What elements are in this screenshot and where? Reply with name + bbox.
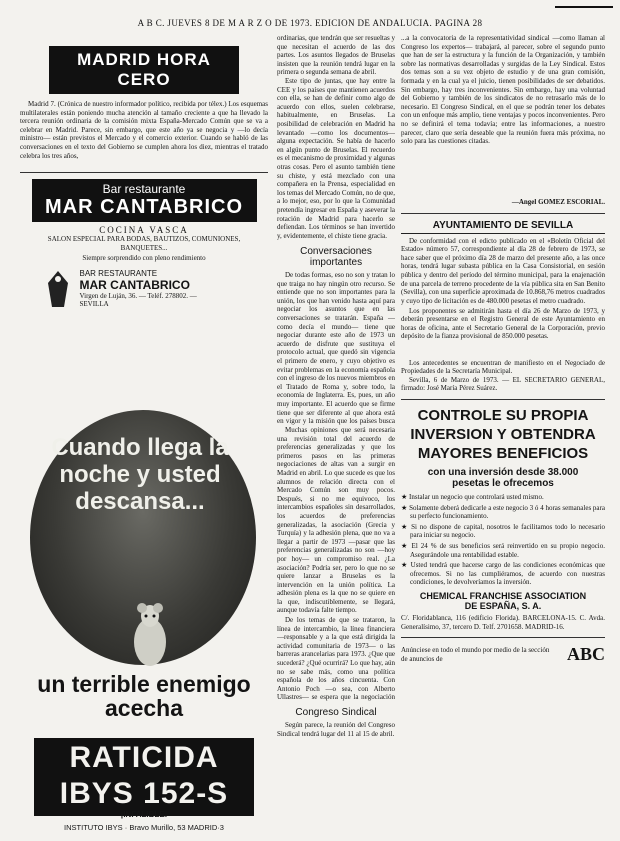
star-icon: ★ bbox=[401, 541, 412, 550]
restaurant-ad-footer bbox=[32, 269, 257, 309]
star-icon: ★ bbox=[401, 522, 412, 531]
chem-item-1 bbox=[401, 493, 605, 502]
mid-paragraph-5: De los temas de que se trataron, la línea de intercambio, la línea financiera —responsable y a la que está dirigida la actividad comunitaria de 1973— o las barreras arancelarias para 1973. ¿Que que sucederá? ¿Qué ocurrirá? Lo que hay, aún no se sabe más, como una política española de los años cincuenta. Con Antonio Poch —o sea, con Alberto Ullastres— se espera que la negociación bbox=[277, 616, 395, 702]
article-signature: —Angel GOMEZ ESCORIAL. bbox=[511, 198, 605, 206]
star-icon: ★ bbox=[401, 561, 411, 570]
banner-title: MADRID HORA CERO bbox=[77, 50, 211, 89]
chem-assoc-2: DE ESPAÑA, S. A. bbox=[464, 600, 542, 611]
page-header: A B C. JUEVES 8 DE M A R Z O DE 1973. EDICION DE ANDALUCIA. PAGINA 28 bbox=[137, 18, 483, 28]
restaurant-ad bbox=[32, 179, 257, 309]
heading-conversaciones: Conversaciones importantes bbox=[300, 246, 372, 268]
top-rule bbox=[555, 6, 613, 8]
mid-paragraph-4: Muchas opiniones que será necesaria una revisión total del acuerdo de preferencias generalizadas y que los primeros pasos en las primeras negociaciones de altas van a surgir en Madrid en abril. Lo que sucede es que los alumnos de relación directa con el Mercado Común son muy pocos. Después, si no me equivoco, los intercambios españoles sin desarrollados, los acuerdos de preferencias generalizadas, la asociación (Grecia y Turquía) y la adhesión plena, que no va a llegar a partir de 1973 —pasar que las preferencias generalizadas no son —hoy por hoy— un compromiso real. ¿La asociación? Podría ser, pero lo que no se quiere lanzar a Bruselas es la intervención en la unión política. La adhesión plena es la que no se quiere en la que, indiscutiblemente, se llegará, aunque todavía falte tiempo. bbox=[277, 426, 395, 615]
mid-paragraph-6: Según parece, la reunión del Congreso Sindical tendrá lugar del 11 al 15 de abril. bbox=[277, 721, 395, 738]
divider bbox=[401, 399, 605, 400]
mid-paragraph-1: ordinarias, que tendrán que ser resueltas y que necesitan el acuerdo de las dos partes. Los asuntos llegados de Bruselas insisten que la reunión tendrá lugar en la primera o segunda semana de abril. bbox=[277, 34, 395, 77]
chem-item-4 bbox=[401, 542, 605, 559]
abc-logo: ABC bbox=[566, 644, 605, 665]
chem-address: C/. Floridablanca, 116 (edificio Florida). BARCELONA-15. C. Avda. Generalísimo, 37, tercero D. Telf. 2701658. MADRID-16. bbox=[401, 613, 605, 631]
restaurant-ad-brand: MAR CANTABRICO bbox=[44, 196, 244, 218]
ibys-product-box bbox=[34, 738, 254, 816]
restaurant-address: Virgen de Luján, 36. — Teléf. 278802. — SEVILLA bbox=[79, 291, 197, 308]
column-right bbox=[401, 34, 605, 665]
ibys-tag: ¡INFALIBLE! bbox=[120, 810, 168, 819]
abc-footer-ad bbox=[401, 644, 605, 665]
star-icon: ★ bbox=[401, 492, 410, 501]
ibys-slogan: un terrible enemigo acecha bbox=[37, 671, 251, 721]
mid-paragraph-2: Este tipo de juntas, que hay entre la CEE y los países que mantienen acuerdos con ella, se han de definir como algo de acuerdo con ellos, suelen celebrarse, habitualmente, en Bruselas. La posibilidad de celebración en Madrid ha levantado —como los documentos— alguna expectación. Se había de hacerlo en algún punto de Bruselas. El recuerdo es el mecanismo de proximidad y algunas otras cosas. Pero el asunto también tiene su chiste, y está mezclado con una compañera en la Prensa, especialidad en los temas del Mercado Común, no de que, a lo mejor, eso, por lo que la Comunidad pretendía ingresar en España y aseverar la rotación de Madrid para hacerlo se defiendan. Los términos se han invertido y, evidentemente, el chiste tiene gracia. bbox=[277, 77, 395, 240]
chem-assoc: CHEMICAL FRANCHISE ASSOCIATION bbox=[419, 590, 587, 601]
ayuntamiento-notice bbox=[401, 220, 605, 393]
abc-note: Anúnciese en todo el mundo por medio de la sección de anuncios de bbox=[401, 646, 550, 663]
restaurant-foot-brand: MAR CANTABRICO bbox=[79, 277, 190, 292]
restaurant-foot-title: BAR RESTAURANTE bbox=[79, 268, 158, 278]
chem-item-3 bbox=[401, 523, 605, 540]
chem-item-text: Si no dispone de capital, nosotros le facilitamos todo lo necesario para iniciar su negocio. bbox=[410, 522, 605, 540]
restaurant-logo-icon bbox=[44, 269, 72, 309]
ayuntamiento-sign: Sevilla, 6 de Marzo de 1973. — EL SECRETARIO GENERAL, firmado: José María Pérez Suárez. bbox=[401, 375, 605, 393]
ayuntamiento-title: AYUNTAMIENTO DE SEVILLA bbox=[401, 220, 605, 234]
ibys-footer: INSTITUTO IBYS · Bravo Murillo, 53 MADRID·3 bbox=[64, 823, 224, 832]
restaurant-ad-note: Siempre sorprendido con pleno rendimiento bbox=[82, 254, 206, 262]
column-middle bbox=[277, 34, 395, 738]
divider bbox=[20, 172, 268, 173]
chem-item-text: El 24 % de sus beneficios será reinvertido en su propio negocio. Asegurándole una rentabilidad estable. bbox=[410, 541, 605, 559]
chemical-franchise-ad bbox=[401, 406, 605, 631]
chem-item-text: Solamente deberá dedicarle a este negocio 3 ó 4 horas semanales para su perfecto funcionamiento. bbox=[409, 503, 605, 521]
column-left bbox=[20, 34, 268, 309]
chem-item-text: Usted tendrá que hacerse cargo de las condiciones económicas que ofrecemos. Si no las cumpliéramos, de acuerdo con nuestras condiciones, le devolveríamos la inversión. bbox=[410, 561, 606, 587]
raticida-ibys-ad bbox=[20, 410, 268, 840]
chem-item-5 bbox=[401, 561, 605, 587]
divider bbox=[401, 213, 605, 214]
chem-item-text: Instalar un negocio que controlará usted mismo. bbox=[409, 492, 544, 501]
ayuntamiento-p1: De conformidad con el edicto publicado en el «Boletín Oficial del Estado» número 57, correspondiente al día 28 de febrero de 1973, se hace saber que el próximo día 28 de marzo del presente año, a las once horas, tendrá lugar subasta pública en la Casa Consistorial, en sesión pública y dentro del período del término municipal, para la enajenación de una parcela de terreno procedente de la vía pública sita en San Benito (Sevilla), con una superficie aproximada de 10.868,76 metros cuadrados y cuyo tipo de licitación es de 480.000 pesetas el metro cuadrado. bbox=[401, 236, 605, 305]
chem-item-2 bbox=[401, 504, 605, 521]
restaurant-ad-banner bbox=[32, 179, 257, 222]
ibys-headline: Cuando llega la noche y usted descansa... bbox=[51, 434, 229, 515]
star-icon: ★ bbox=[401, 503, 410, 512]
restaurant-ad-lines: SALON ESPECIAL PARA BODAS, BAUTIZOS, COMUNIONES, BANQUETES... bbox=[47, 235, 241, 252]
ayuntamiento-p2: Los proponentes se admitirán hasta el día 26 de Marzo de 1973, y deberán presentarse en el Registro General de este Ayuntamiento en horas de oficina, ante el Secretario General de la Corporación, previo depósito de la fianza provisional de 850.000 pesetas. bbox=[401, 306, 605, 341]
madrid-news-text: Madrid 7. (Crónica de nuestro informador político, recibida por télex.) Los esquemas multilaterales están poniendo mucha atención al tamaño creciente a que ha llevado la tercera reunión ordinaria de la comisión mixta España-Mercado Común que se va a celebrar en Madrid. Parece, sin embargo, que este año ya se negocia y —lo decía ministro— están previstos el Mercado y el comercio exterior. Cuando se habló de las conversaciones en el texto del Gobierno se cumplen ahora los diez, mientras el tratado celebra los tres años, bbox=[20, 100, 268, 160]
heading-congreso-sindical: Congreso Sindical bbox=[295, 707, 377, 718]
madrid-hora-cero-banner bbox=[49, 46, 239, 94]
divider bbox=[401, 637, 605, 638]
chem-headline: CONTROLE SU PROPIA INVERSION Y OBTENDRA MAYORES BENEFICIOS bbox=[410, 406, 596, 462]
ayuntamiento-p3: Los antecedentes se encuentran de manifiesto en el Negociado de Propiedades de la Secretaría Municipal. bbox=[401, 358, 605, 376]
chem-sub2: pesetas le ofrecemos bbox=[452, 477, 554, 489]
right-paragraph-1: ...a la convocatoria de la representatividad sindical —como llaman al Congreso los expertos— trabajará, al parecer, sobre el segundo punto que han de ser la estructura y la función de la Organización, y también sobre las normativas desarrolladas y surgidas de la Ley Sindical. Estos dos temas son a su vez objeto de estudio y de una gran comisión, formada y en la cual ya el juicio, tienen posibilidades de ser debatidos. Sin embargo, hay tres inconvenientes. Sin embargo, hay una voluntad del Gobierno y también de los sindicatos de no retrasarlo más de lo necesario. El Congreso Sindical, en el que se podrán tener los debates con un enfoque más amplio, tiene ventajas y pocos inconvenientes. Pero no se definirá el tema todavía; entre las informaciones, a nuestro parecer, claro que sería deseable que la reunión fuera más próxima, no solo para las cuestiones citadas. bbox=[401, 34, 605, 146]
mid-paragraph-3: De todas formas, eso no son y tratan lo que traiga no hay ningún otro recurso. Se entiende que no son importantes para la unión, los que han venido hasta aquí para negociar los asuntos que en las conversaciones se tratarán. España —como decía el mundo— tiene que negociar durante este año de 1973 un acuerdo de disfrute que sustituya el protocolo actual, que quedó sin vigencia el primero de enero, y cuyo objetivo es evitar problemas en la economía española con el ingreso de los nuevos miembros en el Tratado de Roma y, sobre todo, la economía de Inglaterra. Es, pues, un año muy importante. El acuerdo que se firme tiene que ser diferente al que ahora está en vigor y la misión que los países busca bbox=[277, 271, 395, 426]
rat-icon bbox=[120, 600, 180, 670]
restaurant-ad-subtitle: COCINA VASCA bbox=[99, 225, 189, 235]
ibys-model: IBYS 152-S bbox=[59, 777, 229, 810]
restaurant-ad-title: Bar restaurante bbox=[102, 182, 186, 196]
ibys-product-name: RATICIDA bbox=[69, 741, 219, 774]
chem-sub1: con una inversión desde 38.000 bbox=[427, 466, 579, 478]
